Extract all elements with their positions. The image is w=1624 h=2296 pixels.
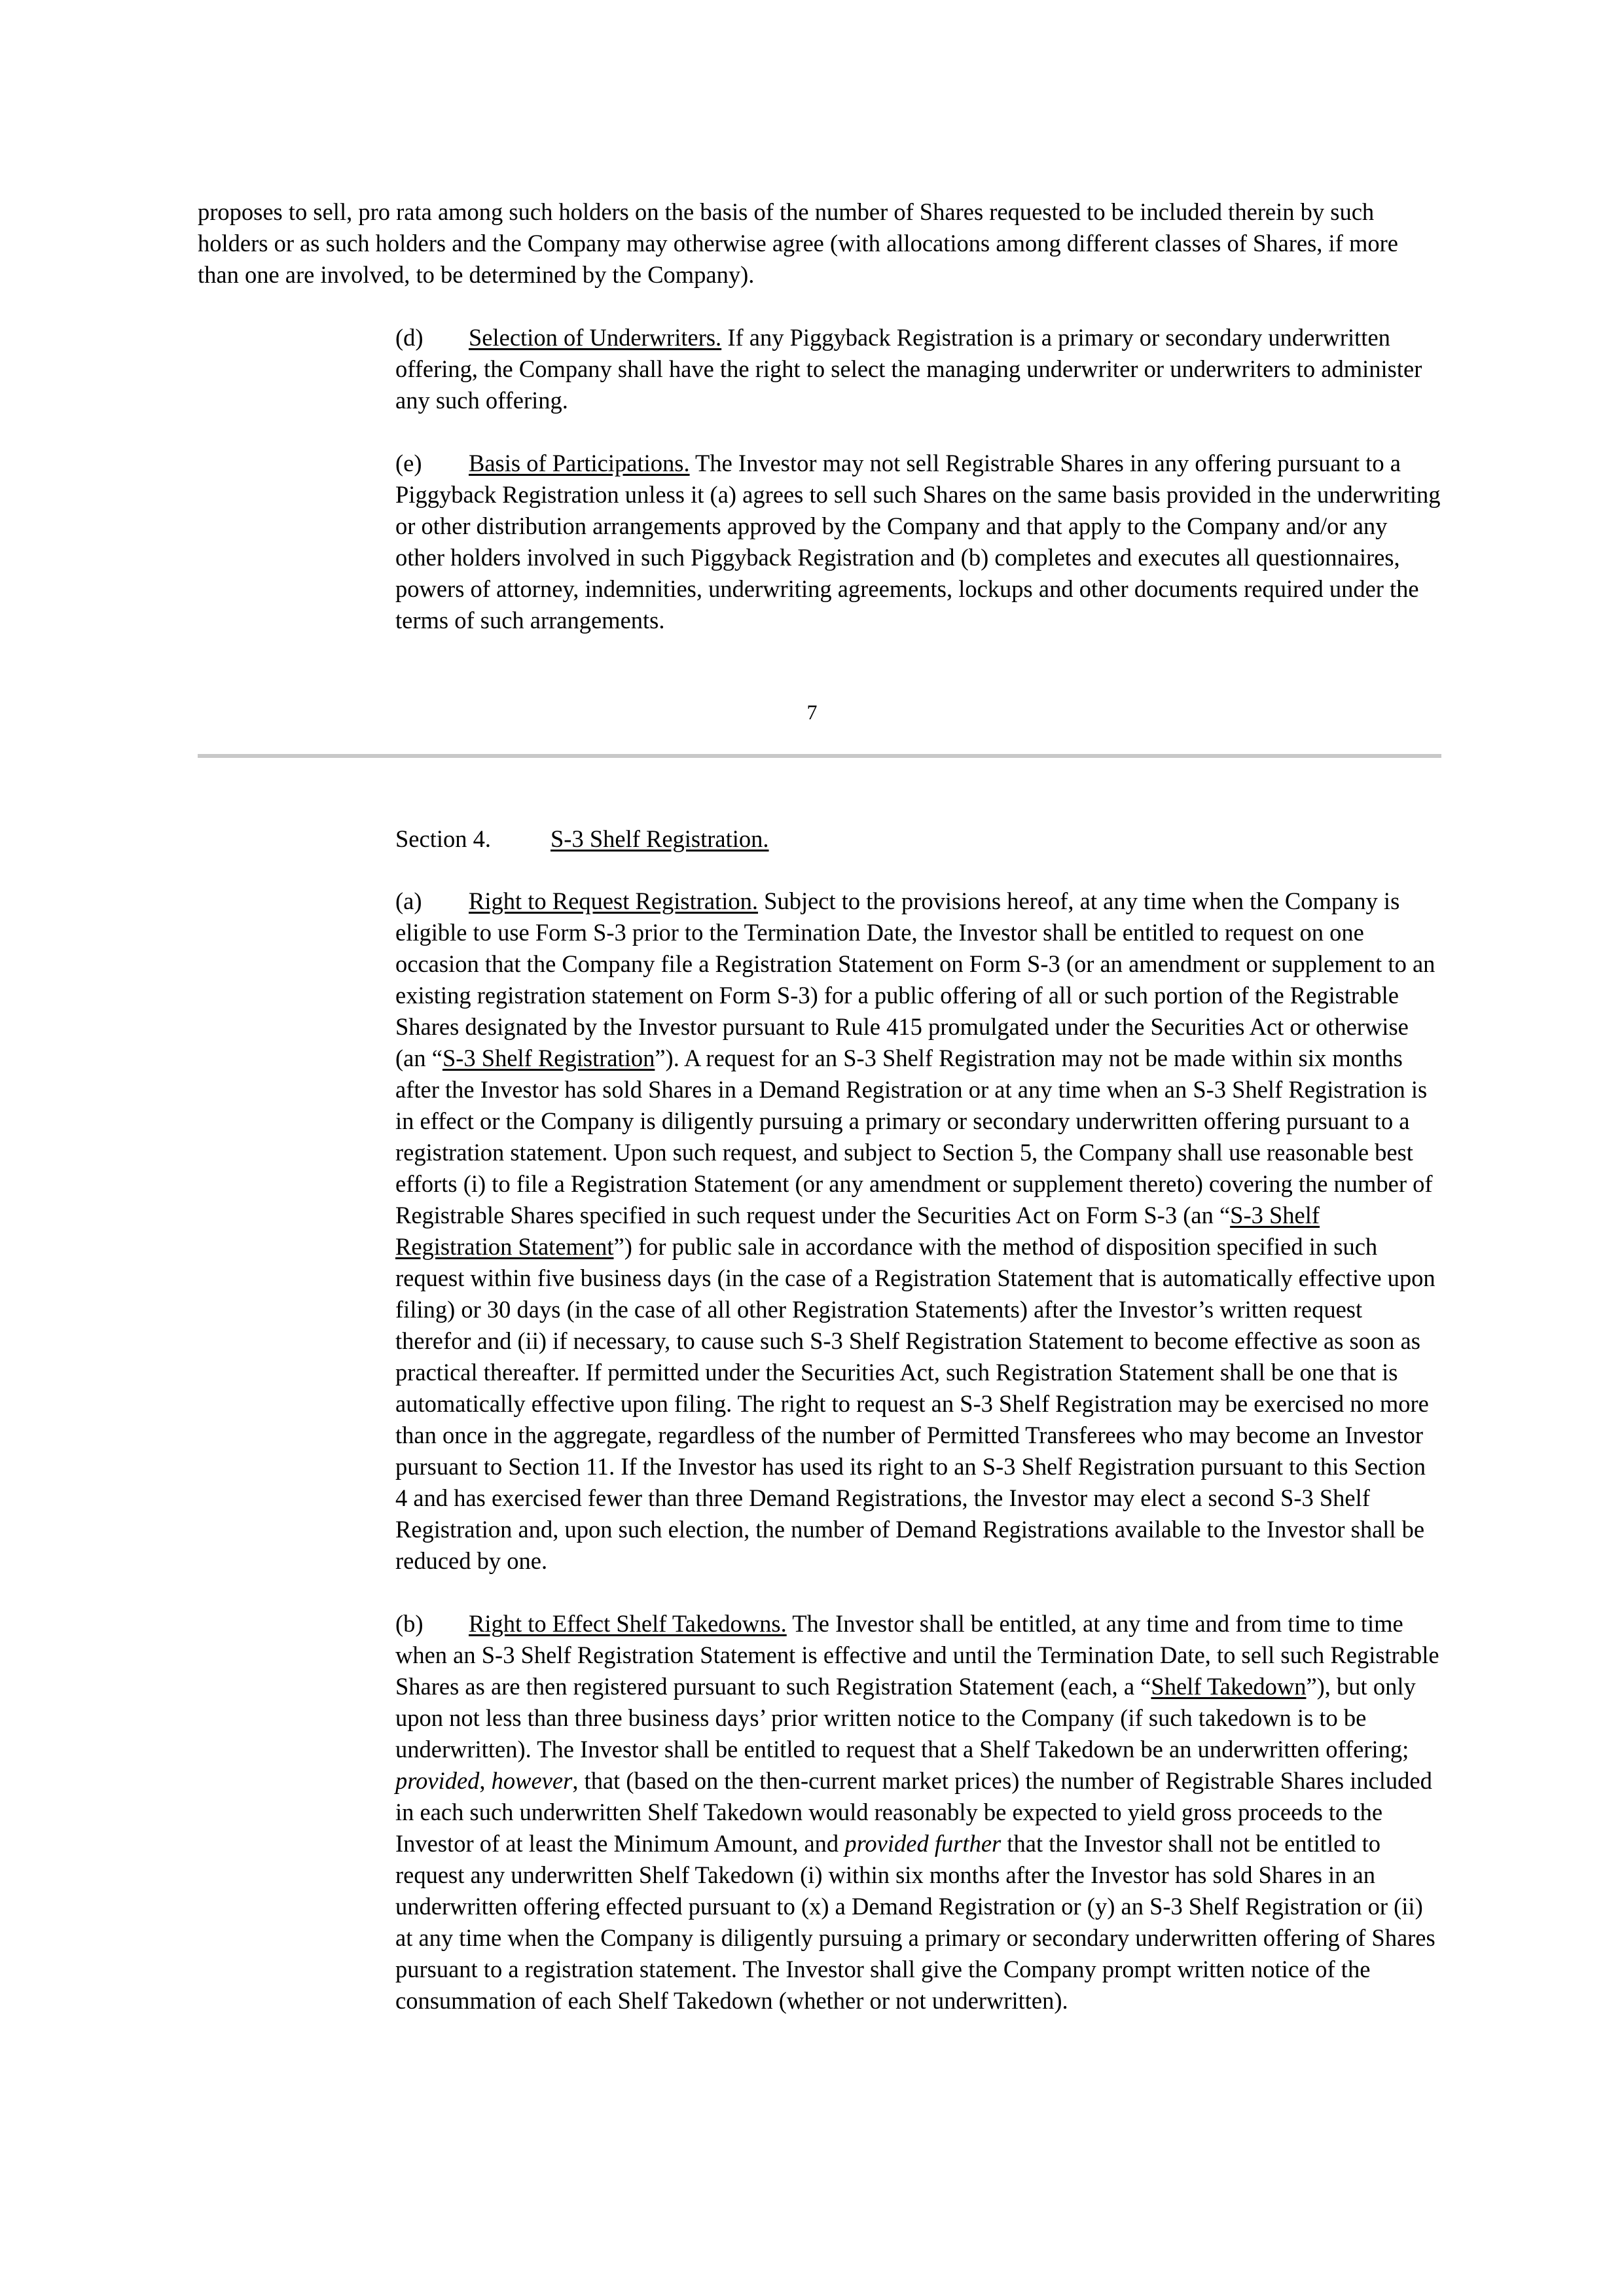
however-italic: however [491,1767,573,1794]
top-section [198,196,1441,636]
paragraph-b-comma: , [479,1767,492,1794]
paragraph-d-heading: Selection of Underwriters. [469,324,722,351]
paragraph-d-label: (d) [395,324,424,351]
paragraph-a-text-2: ”). A request for an S-3 Shelf Registration may not be made within six months after the Investor has sold Shares in a Demand Registration or at any time when an S-3 Shelf Registration is in effect or the Company is diligently pursuing a primary or secondary underwritten offering pursuant to a registration statement. Upon such request, and subject to Section 5, the Company shall use reasonable best efforts (i) to file a Registration Statement (or any amendment or supplement thereto) covering the number of Registrable Shares specified in such request under the Securities Act on Form S-3 (an “ [395,1045,1433,1229]
paragraph-a [198,886,1441,1577]
paragraph-a-heading: Right to Request Registration. [469,888,759,914]
section-number: Section 4. [395,825,491,852]
page-divider [198,754,1441,758]
paragraph-d-text: If any Piggyback Registration is a primary or secondary underwritten offering, the Company shall have the right to select the managing underwriter or underwriters to administer any such offering. [395,324,1422,414]
defined-term-s3-shelf-registration-statement: S-3 Shelf Registration Statement [395,1202,1320,1260]
section-heading [395,823,769,855]
paragraph-e [198,448,1441,636]
paragraph-e-heading: Basis of Participations. [469,450,690,476]
provided-italic: provided [395,1767,480,1794]
paragraph-b-heading: Right to Effect Shelf Takedowns. [469,1610,787,1637]
paragraph-b-text-4: that the Investor shall not be entitled to request any underwritten Shelf Takedown (i) within six months after the Investor has sold Shares in an underwritten offering effected pursuant to (x) a Demand Registration or (y) an S-3 Shelf Registration or (ii) at any time when the Company is diligently pursuing a primary or secondary underwritten offering of Shares pursuant to a registration statement. The Investor shall give the Company prompt written notice of the consummation of each Shelf Takedown (whether or not underwritten). [395,1830,1435,2014]
provided-further-italic: provided further [844,1830,1001,1857]
continuation-paragraph: proposes to sell, pro rata among such holders on the basis of the number of Shares requested to be included therein by such holders or as such holders and the Company may otherwise agree (with allocations among different classes of Shares, if more than one are involved, to be determined by the Company). [198,198,1398,288]
defined-term-shelf-takedown: Shelf Takedown [1151,1673,1307,1700]
paragraph-a-label: (a) [395,888,422,914]
paragraph-d [198,322,1441,416]
paragraph-a-text-1: Subject to the provisions hereof, at any time when the Company is eligible to use Form S-3 prior to the Termination Date, the Investor shall be entitled to request on one occasion that the Company file a Registration Statement on Form S-3 (or an amendment or supplement to an existing registration statement on Form S-3) for a public offering of all or such portion of the Registrable Shares designated by the Investor pursuant to Rule 415 promulgated under the Securities Act or otherwise (an “ [395,888,1435,1071]
defined-term-s3-shelf-registration: S-3 Shelf Registration [442,1045,655,1071]
paragraph-b-text-3: , that (based on the then-current market prices) the number of Registrable Shares included in each such underwritten Shelf Takedown would reasonably be expected to yield gross proceeds to the Investor of at least the Minimum Amount, and [395,1767,1432,1857]
paragraph-b [198,1608,1441,2017]
paragraph-b-label: (b) [395,1610,424,1637]
paragraph-e-label: (e) [395,450,422,476]
section-title: S-3 Shelf Registration. [550,825,769,852]
paragraph-b-text-1: The Investor shall be entitled, at any time and from time to time when an S-3 Shelf Registration Statement is effective and until the Termination Date, to sell such Registrable Shares as are then registered pursuant to such Registration Statement (each, a “ [395,1610,1439,1700]
paragraph-b-text-2: ”), but only upon not less than three business days’ prior written notice to the Company (if such takedown is to be underwritten). The Investor shall be entitled to request that a Shelf Takedown be an underwritten offering; [395,1673,1416,1763]
paragraph-a-text-3: ”) for public sale in accordance with the method of disposition specified in such request within five business days (in the case of a Registration Statement that is automatically effective upon filing) or 30 days (in the case of all other Registration Statements) after the Investor’s written request therefor and (ii) if necessary, to cause such S-3 Shelf Registration Statement to become effective as soon as practical thereafter. If permitted under the Securities Act, such Registration Statement shall be one that is automatically effective upon filing. The right to request an S-3 Shelf Registration may be exercised no more than once in the aggregate, regardless of the number of Permitted Transferees who may become an Investor pursuant to Section 11. If the Investor has used its right to an S-3 Shelf Registration pursuant to this Section 4 and has exercised fewer than three Demand Registrations, the Investor may elect a second S-3 Shelf Registration and, upon such election, the number of Demand Registrations available to the Investor shall be reduced by one. [395,1233,1435,1574]
section-4-body [198,886,1441,2017]
page-number: 7 [806,700,818,724]
paragraph-e-text: The Investor may not sell Registrable Shares in any offering pursuant to a Piggyback Registration unless it (a) agrees to sell such Shares on the same basis provided in the underwriting or other distribution arrangements approved by the Company and that apply to the Company and/or any other holders involved in such Piggyback Registration and (b) completes and executes all questionnaires, powers of attorney, indemnities, underwriting agreements, lockups and other documents required under the terms of such arrangements. [395,450,1441,634]
